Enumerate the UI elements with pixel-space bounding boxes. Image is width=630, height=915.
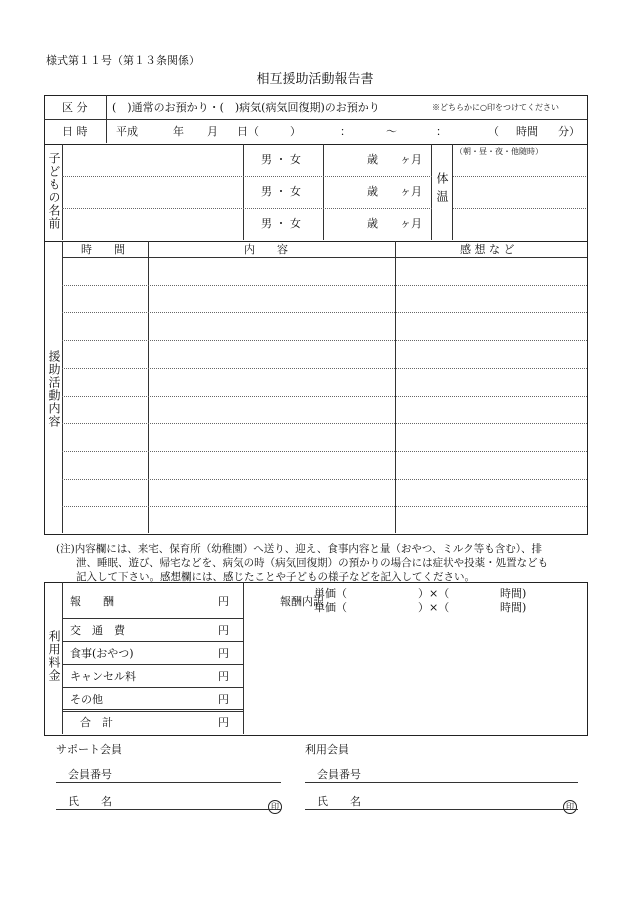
user-member-number-label: 会員番号 xyxy=(317,768,361,781)
children-label: 子どもの名前 xyxy=(47,152,61,230)
kubun-note: ※どちらかに○印をつけてください xyxy=(432,103,559,112)
minutes-label: 分） xyxy=(558,125,580,138)
sex-3[interactable]: 男 ・ 女 xyxy=(261,217,301,230)
era-label: 平成 xyxy=(116,125,138,138)
form-number: 様式第１１号（第１３条関係） xyxy=(46,54,200,67)
day-label: 日（ xyxy=(237,125,259,138)
user-member-label: 利用会員 xyxy=(305,743,349,756)
col-impressions: 感 想 な ど xyxy=(460,243,515,256)
kubun-label: 区 分 xyxy=(62,101,88,114)
note-line-1: (注)内容欄には、来宅、保育所（幼稚園）へ送り、迎え、食事内容と量（おやつ、ミルク等も含む）、排 xyxy=(56,543,542,555)
col-content: 内 容 xyxy=(244,243,288,256)
user-seal-icon: 印 xyxy=(563,794,577,814)
support-member-number-label: 会員番号 xyxy=(68,768,112,781)
months-3: ヶ月 xyxy=(400,217,422,230)
transport-label: 交 通 費 xyxy=(70,624,125,637)
meal-yen: 円 xyxy=(218,647,229,660)
kubun-options[interactable]: ( )通常のお預かり・( )病気(病気回復期)のお預かり xyxy=(112,101,380,114)
support-seal-icon: 印 xyxy=(268,794,282,814)
tilde: ～ xyxy=(386,125,397,138)
other-label: その他 xyxy=(70,693,103,706)
months-1: ヶ月 xyxy=(400,153,422,166)
page-title: 相互援助活動報告書 xyxy=(256,72,374,87)
total-label: 合 計 xyxy=(80,716,113,729)
sex-1[interactable]: 男 ・ 女 xyxy=(261,153,301,166)
meal-label: 食事(おやつ) xyxy=(70,647,134,660)
unit-price-open-1: 単価（ xyxy=(314,587,347,600)
support-member-label: サポート会員 xyxy=(56,743,122,756)
hours-2: 時間) xyxy=(500,601,527,614)
time-label: 時間 xyxy=(516,125,538,138)
temperature-label: 体温 xyxy=(435,172,449,208)
children-table xyxy=(44,144,588,242)
user-name-label: 氏 名 xyxy=(317,795,361,808)
paren-close: ） xyxy=(290,125,301,138)
hours-1: 時間) xyxy=(500,587,527,600)
colon-1: ： xyxy=(340,125,351,138)
time-open: （ xyxy=(488,125,499,138)
reward-label: 報 酬 xyxy=(70,595,114,608)
transport-yen: 円 xyxy=(218,624,229,637)
month-label: 月 xyxy=(207,125,218,138)
age-2: 歳 xyxy=(367,185,378,198)
unit-price-open-2: 単価（ xyxy=(314,601,347,614)
support-name-label: 氏 名 xyxy=(68,795,112,808)
unit-price-close-1: ）×（ xyxy=(418,587,450,600)
other-yen: 円 xyxy=(218,693,229,706)
breakdown-label: 報酬内訳 xyxy=(280,595,324,608)
age-1: 歳 xyxy=(367,153,378,166)
note-line-3: 記入して下さい。感想欄には、感じたことや子どもの様子などを記入してください。 xyxy=(76,571,475,583)
nichiji-label: 日 時 xyxy=(62,125,88,138)
activity-label: 援助活動内容 xyxy=(47,350,61,428)
note-line-2: 泄、睡眠、遊び、帰宅などを、病気の時（病気回復期）の預かりの場合には症状や投薬・処置なども xyxy=(76,557,549,569)
year-label: 年 xyxy=(173,125,184,138)
unit-price-close-2: ）×（ xyxy=(418,601,450,614)
col-time: 時 間 xyxy=(81,243,125,256)
cancel-label: キャンセル料 xyxy=(70,670,136,683)
colon-2: ： xyxy=(436,125,447,138)
reward-yen: 円 xyxy=(218,595,229,608)
fees-label: 利用料金 xyxy=(47,630,61,682)
total-yen: 円 xyxy=(218,716,229,729)
temperature-note: （朝・昼・夜・他随時） xyxy=(455,147,543,156)
age-3: 歳 xyxy=(367,217,378,230)
months-2: ヶ月 xyxy=(400,185,422,198)
sex-2[interactable]: 男 ・ 女 xyxy=(261,185,301,198)
cancel-yen: 円 xyxy=(218,670,229,683)
